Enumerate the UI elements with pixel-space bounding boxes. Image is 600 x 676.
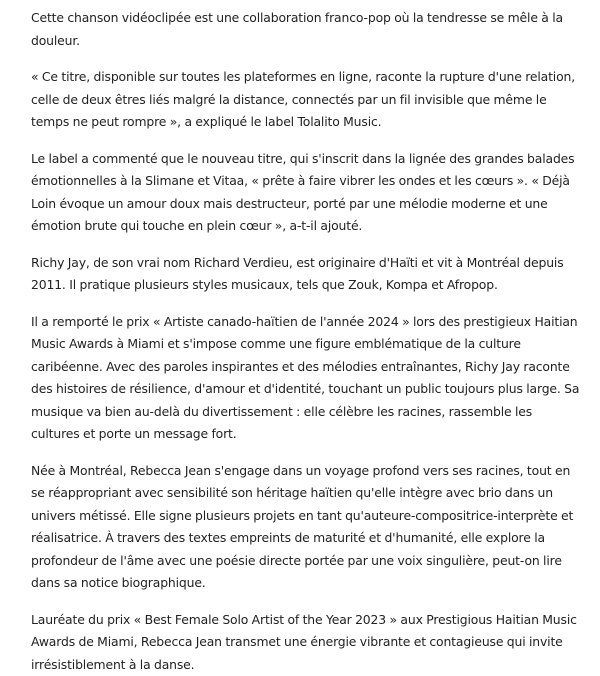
- paragraph-rebecca-jean-bio: Née à Montréal, Rebecca Jean s'engage dans un voyage profond vers ses racines, tout en se réappropriant avec sensibilité son héritage haïtien qu'elle intègre avec brio dans un univers métissé. Elle signe plusieurs projets en tant qu'auteure-compositrice-interprète et réalisatrice. À travers des textes empreints de maturité et d'humanité, elle explore la profondeur de l'âme avec une poésie directe portée par une voix singulière, peut-on lire dans sa notice biographique.: [31, 460, 580, 595]
- paragraph-label-comment: Le label a commenté que le nouveau titre, qui s'inscrit dans la lignée des grandes balades émotionnelles à la Slimane et Vitaa, « prête à faire vibrer les ondes et les cœurs ». « Déjà Loin évoque un amour doux mais destructeur, porté par une mélodie moderne et une émotion brute qui touche en plein cœur », a-t-il ajouté.: [31, 148, 580, 238]
- paragraph-rebecca-jean-award: Lauréate du prix « Best Female Solo Artist of the Year 2023 » aux Prestigious Haitian Music Awards de Miami, Rebecca Jean transmet une énergie vibrante et contagieuse qui invite irrésistiblement à la danse.: [31, 609, 580, 676]
- paragraph-label-quote: « Ce titre, disponible sur toutes les plateformes en ligne, raconte la rupture d'une relation, celle de deux êtres liés malgré la distance, connectés par un fil invisible que même le temps ne peut rompre », a expliqué le label Tolalito Music.: [31, 66, 580, 134]
- paragraph-richy-jay-bio: Richy Jay, de son vrai nom Richard Verdieu, est originaire d'Haïti et vit à Montréal depuis 2011. Il pratique plusieurs styles musicaux, tels que Zouk, Kompa et Afropop.: [31, 252, 580, 297]
- paragraph-intro: Cette chanson vidéoclipée est une collaboration franco-pop où la tendresse se mêle à la douleur.: [31, 7, 580, 52]
- paragraph-richy-jay-award: Il a remporté le prix « Artiste canado-haïtien de l'année 2024 » lors des prestigieux Haitian Music Awards à Miami et s'impose comme une figure emblématique de la culture caribéenne. Avec des paroles inspirantes et des mélodies entraînantes, Richy Jay raconte des histoires de résilience, d'amour et d'identité, touchant un public toujours plus large. Sa musique va bien au-delà du divertissement : elle célèbre les racines, rassemble les cultures et porte un message fort.: [31, 311, 580, 446]
